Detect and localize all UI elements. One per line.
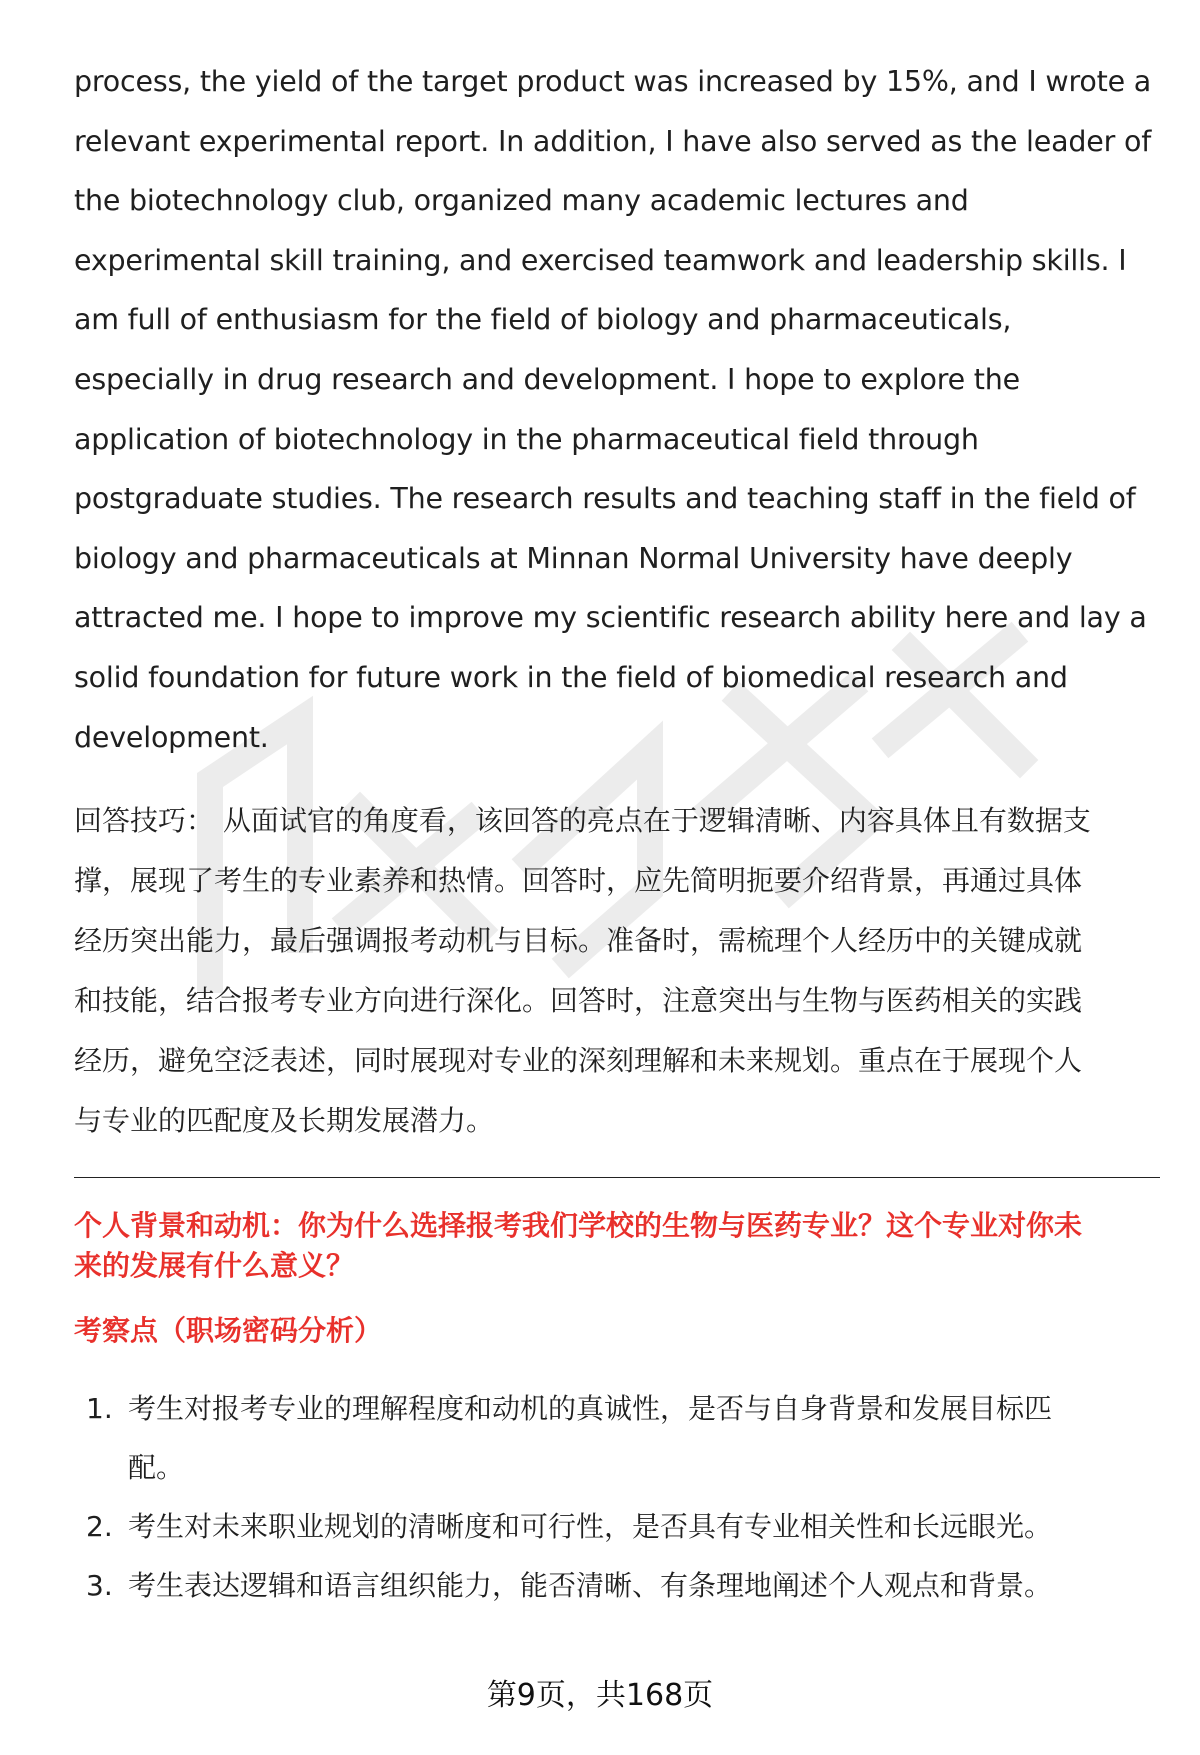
text-line: relevant experimental report. In addition, I have also served as the leader of	[74, 124, 1152, 158]
text-line: biology and pharmaceuticals at Minnan Normal University have deeply	[74, 541, 1073, 575]
text-line: attracted me. I hope to improve my scientific research ability here and lay a	[74, 601, 1147, 635]
section-divider	[74, 1177, 1160, 1178]
list-item-line: 配。	[128, 1451, 185, 1485]
list-item-line: 考生对未来职业规划的清晰度和可行性，是否具有专业相关性和长远眼光。	[128, 1510, 1053, 1544]
tip-line: 和技能，结合报考专业方向进行深化。回答时，注意突出与生物与医药相关的实践	[74, 984, 1083, 1018]
text-line: application of biotechnology in the pharmaceutical field through	[74, 422, 979, 456]
body-paragraph	[74, 52, 1160, 767]
list-item	[74, 1497, 1160, 1556]
focus-points-list	[74, 1379, 1160, 1615]
tip-line: 回答技巧： 从面试官的角度看，该回答的亮点在于逻辑清晰、内容具体且有数据支	[74, 804, 1091, 838]
text-line: especially in drug research and development. I hope to explore the	[74, 362, 1020, 396]
list-number: 1.	[86, 1392, 113, 1426]
text-line: the biotechnology club, organized many academic lectures and	[74, 184, 969, 218]
question-line: 来的发展有什么意义？	[74, 1249, 355, 1283]
list-number: 3.	[86, 1569, 113, 1603]
text-line: am full of enthusiasm for the field of biology and pharmaceuticals,	[74, 303, 1012, 337]
focus-title: 考察点（职场密码分析）	[74, 1314, 383, 1348]
text-line: solid foundation for future work in the field of biomedical research and	[74, 660, 1068, 694]
list-number: 2.	[86, 1510, 113, 1544]
text-line: postgraduate studies. The research results and teaching staff in the field of	[74, 482, 1136, 516]
question-line: 个人背景和动机：你为什么选择报考我们学校的生物与医药专业？这个专业对你未	[74, 1209, 1083, 1243]
list-item-line: 考生对报考专业的理解程度和动机的真诚性，是否与自身背景和发展目标匹	[128, 1392, 1053, 1426]
tip-line: 经历突出能力，最后强调报考动机与目标。准备时，需梳理个人经历中的关键成就	[74, 924, 1083, 958]
tip-line: 与专业的匹配度及长期发展潜力。	[74, 1104, 495, 1138]
question-heading	[74, 1206, 1160, 1286]
answer-tip	[74, 791, 1160, 1151]
page-footer: 第9页，共168页	[486, 1678, 714, 1713]
tip-line: 经历，避免空泛表述，同时展现对专业的深刻理解和未来规划。重点在于展现个人	[74, 1044, 1083, 1078]
text-line: development.	[74, 720, 269, 754]
list-item-line: 考生表达逻辑和语言组织能力，能否清晰、有条理地阐述个人观点和背景。	[128, 1569, 1053, 1603]
text-line: experimental skill training, and exercised teamwork and leadership skills. I	[74, 243, 1127, 277]
text-line: process, the yield of the target product was increased by 15%, and I wrote a	[74, 65, 1152, 98]
list-item	[74, 1556, 1160, 1615]
tip-line: 撑，展现了考生的专业素养和热情。回答时，应先简明扼要介绍背景，再通过具体	[74, 864, 1083, 898]
document-page	[74, 52, 1160, 1615]
list-item	[74, 1379, 1160, 1497]
